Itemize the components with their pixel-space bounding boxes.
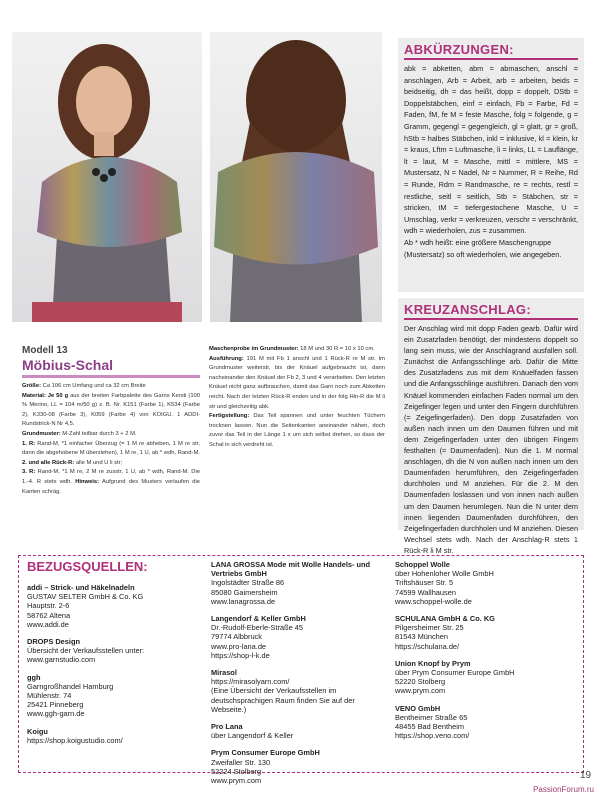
source-line: 85080 Gaimersheim [211,587,278,597]
source-line: 79774 Albbruck [211,632,262,642]
source-line: GUSTAV SELTER GmbH & Co. KG [27,592,144,602]
source-entry [211,614,383,660]
cast-on-box [398,298,584,555]
source-link[interactable]: www.lanagrossa.de [211,596,276,606]
source-name: ggh [27,672,41,682]
size-text: Ca 106 cm Umfang und ca 32 cm Breite [42,383,146,389]
source-name: VENO GmbH [395,703,441,713]
abbreviations-box [398,38,584,292]
row2-label: 2. und alle Rück-R: [22,459,75,466]
source-link[interactable]: www.garnstudio.com [27,655,96,665]
finishing-paragraph [209,412,385,450]
source-name: LANA GROSSA Mode mit Wolle Handels- und Vertriebs GmbH [211,560,371,579]
source-entry [27,673,205,719]
source-link[interactable]: www.addi.de [27,619,69,629]
page-number: 19 [580,770,592,781]
row1-text: Rand-M, *1 einfacher Überzug (= 1 M re abheben, 1 M re str, dann die abgehobene M überziehen), 1 M re, 1 U, ab * wdh, Rand-M. [22,440,200,457]
material-text: aus der breiten Farbpalette des Garns Kersti (100 % Merino, LL = 104 m/50 g) z. B. Nr. K151 (Farbe 1), K534 (Farbe 2), K330-08 (Farbe 3), K059 (Farbe 4) von KOIGU. 1 ADDI-Rundstrick-N Nr 4,5. [22,392,200,428]
row3-paragraph [22,468,200,497]
row2-text: alle M und U li str; [75,459,123,466]
source-line: Bentheimer Straße 65 [395,712,468,722]
source-line: Zweifaller Str. 130 [211,757,271,767]
hint-label: Hinweis: [75,478,100,485]
source-name: Langendorf & Keller GmbH [211,614,306,624]
source-line: 52224 Stolberg [211,766,262,776]
sources-column-3 [395,560,575,748]
size-paragraph [22,382,200,392]
execution-label: Ausführung: [209,355,244,362]
source-line: (Eine Übersicht der Verkaufsstellen im deutschsprachigen Raum finden Sie auf der Webseite.) [211,686,355,714]
sources-column-1 [27,583,205,753]
source-line: 74599 Wallhausen [395,587,456,597]
sources-box [18,555,584,786]
source-line: Ingolstädter Straße 86 [211,578,285,588]
source-entry [27,583,205,629]
finishing-text: Das Teil spannen und unter feuchten Tüchern trocknen lassen. Nun die Seitenkanten aneinander nähen, doch zuvor das Teil in der Länge 1 x um sich selbst drehen, so dass der Schal in sich verdreht ist. [209,413,385,448]
source-line: Pilgersheimer Str. 25 [395,623,464,633]
source-line: 58762 Altena [27,610,71,620]
hint-text: Aufgrund des Musters verlaufen die Kanten schräg. [22,478,200,495]
source-link[interactable]: https://schulana.de/ [395,641,460,651]
photo-front-view [12,32,202,322]
source-entry [395,560,575,606]
source-link[interactable]: www.pro-lana.de [211,641,267,651]
pattern-label: Grundmuster: [22,430,61,437]
source-line: 48455 Bad Bentheim [395,722,465,732]
size-label: Größe: [22,383,42,389]
source-entry [395,704,575,741]
source-link[interactable]: https://shop.veno.com/ [395,731,470,741]
pattern-paragraph [22,430,200,440]
source-link[interactable]: www.prym.com [395,686,446,696]
row3-label: 3. R: [22,469,36,476]
abbreviations-title: ABKÜRZUNGEN: [404,42,578,60]
source-name: Union Knopf by Prym [395,658,471,668]
execution-text: 191 M mit Fb 1 anschl und 1 Rück-R re M str. Im Grundmuster weiterstr, bis der Knäuel aufgebraucht ist, dann nacheinander den Knäuel der Fb 2, 3 und 4 verarbeiten. Den letzten Knäuel nicht ganz aufbrauchen, damit das Garn noch zum Abketten reicht. Nach der letzten Rück-R enden und in der folg Hin-R die M li str und gleichzeitig abk. [209,355,385,410]
source-entry [395,659,575,696]
source-name: SCHULANA GmbH & Co. KG [395,614,495,624]
gauge-paragraph [209,345,385,355]
source-line: 52220 Stolberg [395,677,446,687]
model-instructions [22,345,200,497]
source-link[interactable]: www.prym.com [211,776,262,786]
execution-paragraph [209,355,385,413]
work-instructions [209,345,385,451]
source-line: über Hohenloher Wolle GmbH [395,569,494,579]
model-number: Modell 13 [22,345,68,356]
source-name: Koigu [27,726,48,736]
cast-on-text: Der Anschlag wird mit dopp Faden gearb. Dafür wird ein Zusatzfaden benötigt, der mindestens doppelt so lang sein muss, wie der Anschlagrand ausfallen soll. Zunächst die Anfangsschlinge arb. Dafür die Mitte des Zusatzfadens zus mit dem Knäuelfaden fassen und die Anfangsschlinge ausführen. Danach den vom Knäuel kommenden einfachen Faden normal um den Zeigefinger legen und unter den Fingern durchführen (= Zeigefingerfaden). Den dopp Zusatzfaden von außen nach innen um den Daumen führen und mit dem Zeigefingerfaden unter den übrigen Fingern festhalten (= Daumenfaden). Nun die 1. M normal anschlagen, dh die N von außen nach innen um den Daumenfaden herumführen, den Zeigefingerfaden durchholen und M anziehen. Für die 2. M den Daumenfaden loslassen und von innen nach außen um den Daumen herumlegen. Nun die N unter dem innen liegenden Daumenfaden durchführen, den Zeigefingerfaden durchholen und M anziehen. Diesen Wechsel stets wdh. Nach der Anschlag-R stets 1 Rück-R li M str. [404,324,578,555]
source-link[interactable]: https://shop-l-k.de [211,650,270,660]
source-line: Garngroßhandel Hamburg [27,681,114,691]
pattern-text: M-Zahl teilbar durch 3 + 2 M. [62,430,137,437]
source-line: 81543 München [395,632,449,642]
source-name: addi – Strick- und Häkelnadeln [27,583,135,592]
source-entry [211,560,383,606]
source-line: Dr.-Rudolf-Eberle-Straße 45 [211,623,304,633]
source-line: Triftshäuser Str. 5 [395,578,454,588]
model-title: Möbius-Schal [22,357,200,378]
source-name: Schoppel Wolle [395,560,450,569]
row3-text: Rand-M, *1 M re, 2 M re zusstr, 1 U, ab * wdh, Rand-M. Die 1.-4. R stets wdh. [22,469,201,485]
source-name: Mirasol [211,668,237,678]
source-entry [27,727,205,745]
source-link[interactable]: https://shop.koigustudio.com/ [27,735,123,745]
row1-paragraph [22,440,200,459]
source-name: Prym Consumer Europe GmbH [211,748,320,758]
source-line: Mühlenstr. 74 [27,691,72,701]
gauge-text: 18 M und 30 R = 10 x 10 cm. [300,346,375,352]
source-link[interactable]: www.ggh-garn.de [27,709,85,719]
source-line: 25421 Pinneberg [27,700,84,710]
source-link[interactable]: https://mirasolyarn.com/ [211,677,290,687]
sources-title: BEZUGSQUELLEN: [27,559,148,574]
source-name: DROPS Design [27,637,80,647]
source-name: Pro Lana [211,722,243,732]
source-entry [27,637,205,665]
source-entry [211,722,383,740]
material-label: Material: Je 50 g [22,392,69,399]
watermark: PassionForum.ru [533,785,594,794]
source-line: Übersicht der Verkaufsstellen unter: [27,646,145,656]
source-entry [211,748,383,785]
photo-back-view [210,32,382,322]
cast-on-title: KREUZANSCHLAG: [404,302,578,320]
sources-column-2 [211,560,383,793]
material-paragraph [22,392,200,430]
finishing-label: Fertigstellung: [209,413,250,420]
gauge-label: Maschenprobe im Grundmuster: [209,346,299,352]
row1-label: 1. R: [22,440,36,447]
source-link[interactable]: www.schoppel-wolle.de [395,596,472,606]
source-line: über Langendorf & Keller [211,731,294,741]
source-line: über Prym Consumer Europe GmbH [395,668,515,678]
abbreviations-note: Ab * wdh heißt: eine größere Maschengruppe (Mustersatz) so oft wiederholen, wie angegeben. [404,237,562,259]
row2-paragraph [22,459,200,469]
source-line: Hauptstr. 2-6 [27,601,70,611]
source-entry [211,668,383,714]
abbreviations-text: abk = abketten, abm = abmaschen, anschl = anschlagen, Arb = Arbeit, arb = arbeiten, beids = beidseitig, dh = das heißt, dopp = doppelt, DStb = Doppelstäbchen, einf = einfach, Fb = Farbe, Fd = Faden, fM, fe M = feste Masche, folg = folgende, g = Gramm, gegengl = gegengleich, gl = glatt, gr = groß, hStb = halbes Stäbchen, inkl = inklusive, kl = klein, kr = kraus, Lftm = Luftmasche, li = links, LL = Lauflänge, lt = laut, M = Masche, mittl = mittlere, MS = Mustersatz, N = Nadel, Nr = Nummer, R = Reihe, Rd = Runde, Rdm = Randmasche, re = rechts, restl = restliche, seitl = seitlich, Stb = Stäbchen, str = stricken, tM = tiefergestochene Masche, U = Umschlag, verkr = verkreuzen, verschr = verschränkt, wdh = wiederholen, zus = zusammen. [404,64,578,236]
source-entry [395,614,575,651]
